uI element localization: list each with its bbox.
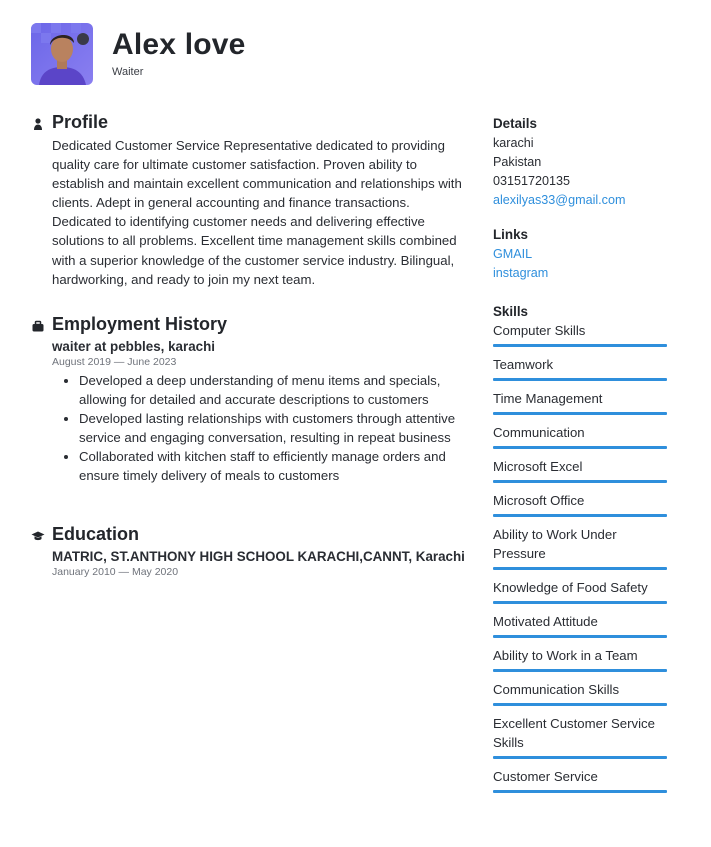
skill-level-bar [493, 790, 667, 793]
skill-name: Ability to Work Under Pressure [493, 527, 617, 561]
candidate-job-title: Waiter [112, 66, 144, 78]
skill-item [493, 523, 667, 570]
skill-item [493, 455, 667, 483]
skill-name: Motivated Attitude [493, 614, 598, 629]
skill-item [493, 765, 667, 793]
education-dates: January 2010 — May 2020 [52, 566, 179, 579]
skill-item [493, 712, 667, 759]
job-dates: August 2019 — June 2023 [52, 355, 177, 368]
person-icon [31, 117, 45, 131]
main-column [31, 112, 471, 578]
skill-level-bar [493, 703, 667, 706]
avatar-photo [31, 23, 93, 85]
details-section [493, 116, 667, 210]
details-email-link[interactable]: alexilyas33@gmail.com [493, 193, 626, 207]
job-bullet: • Developed lasting relationships with customers through attentive service and engaging conversation, resulting in repeat business [79, 409, 471, 447]
skill-name: Microsoft Office [493, 493, 585, 508]
skill-level-bar [493, 412, 667, 415]
briefcase-icon [31, 319, 45, 333]
skill-item [493, 610, 667, 638]
skill-level-bar [493, 635, 667, 638]
education-title: MATRIC, ST.ANTHONY HIGH SCHOOL KARACHI,CANNT, Karachi [52, 549, 465, 565]
details-heading: Details [493, 116, 537, 131]
skills-section [493, 304, 667, 793]
sidebar-column [493, 116, 667, 799]
skill-level-bar [493, 567, 667, 570]
skill-level-bar [493, 378, 667, 381]
skill-name: Teamwork [493, 357, 554, 372]
employment-heading: Employment History [52, 313, 228, 334]
skill-level-bar [493, 756, 667, 759]
skill-name: Excellent Customer Service Skills [493, 716, 655, 750]
skill-name: Customer Service [493, 769, 598, 784]
link-instagram[interactable]: instagram [493, 266, 549, 280]
skill-name: Communication Skills [493, 682, 620, 697]
details-country: Pakistan [493, 155, 542, 169]
skill-name: Time Management [493, 391, 603, 406]
skills-heading: Skills [493, 304, 528, 319]
candidate-name: Alex love [112, 28, 246, 61]
job-bullet-list [52, 371, 471, 486]
graduation-cap-icon [31, 529, 45, 543]
profile-summary: Dedicated Customer Service Representative dedicated to providing quality care for ultimate customer satisfaction. Proven ability to establish and maintain excellent communication and relationships with clients. Adept in general accounting and finance transactions. Dedicated to identifying customer needs and delivering effective solutions to all problems. Excellent time management skills combined with a superior knowledge of the customer service industry. Bilingual, hardworking, and ready to join my next team. [52, 138, 462, 287]
education-heading: Education [52, 524, 140, 545]
job-title: waiter at pebbles, karachi [52, 338, 215, 354]
profile-heading: Profile [52, 112, 109, 132]
skill-item [493, 421, 667, 449]
job-bullet: • Developed a deep understanding of menu items and specials, allowing for detailed and accurate descriptions to customers [79, 371, 471, 409]
skill-level-bar [493, 669, 667, 672]
skill-item [493, 678, 667, 706]
skill-level-bar [493, 446, 667, 449]
job-bullet: • Collaborated with kitchen staff to efficiently manage orders and ensure timely delivery of meals to customers [79, 447, 471, 485]
skill-name: Communication [493, 425, 585, 440]
skill-item [493, 644, 667, 672]
skill-level-bar [493, 601, 667, 604]
skill-name: Computer Skills [493, 323, 586, 338]
education-section [31, 524, 471, 578]
avatar [31, 23, 93, 85]
skill-item [493, 319, 667, 347]
skill-name: Knowledge of Food Safety [493, 580, 648, 595]
details-phone: 03151720135 [493, 174, 571, 188]
skill-item [493, 489, 667, 517]
profile-section [31, 112, 471, 289]
skill-level-bar [493, 344, 667, 347]
employment-section [31, 314, 471, 486]
links-section [493, 227, 667, 283]
links-heading: Links [493, 227, 528, 242]
skill-name: Ability to Work in a Team [493, 648, 638, 663]
details-city: karachi [493, 136, 534, 150]
link-gmail[interactable]: GMAIL [493, 247, 533, 261]
skill-level-bar [493, 514, 667, 517]
skill-level-bar [493, 480, 667, 483]
skill-item [493, 353, 667, 381]
skill-item [493, 387, 667, 415]
skill-item [493, 576, 667, 604]
skill-name: Microsoft Excel [493, 459, 583, 474]
